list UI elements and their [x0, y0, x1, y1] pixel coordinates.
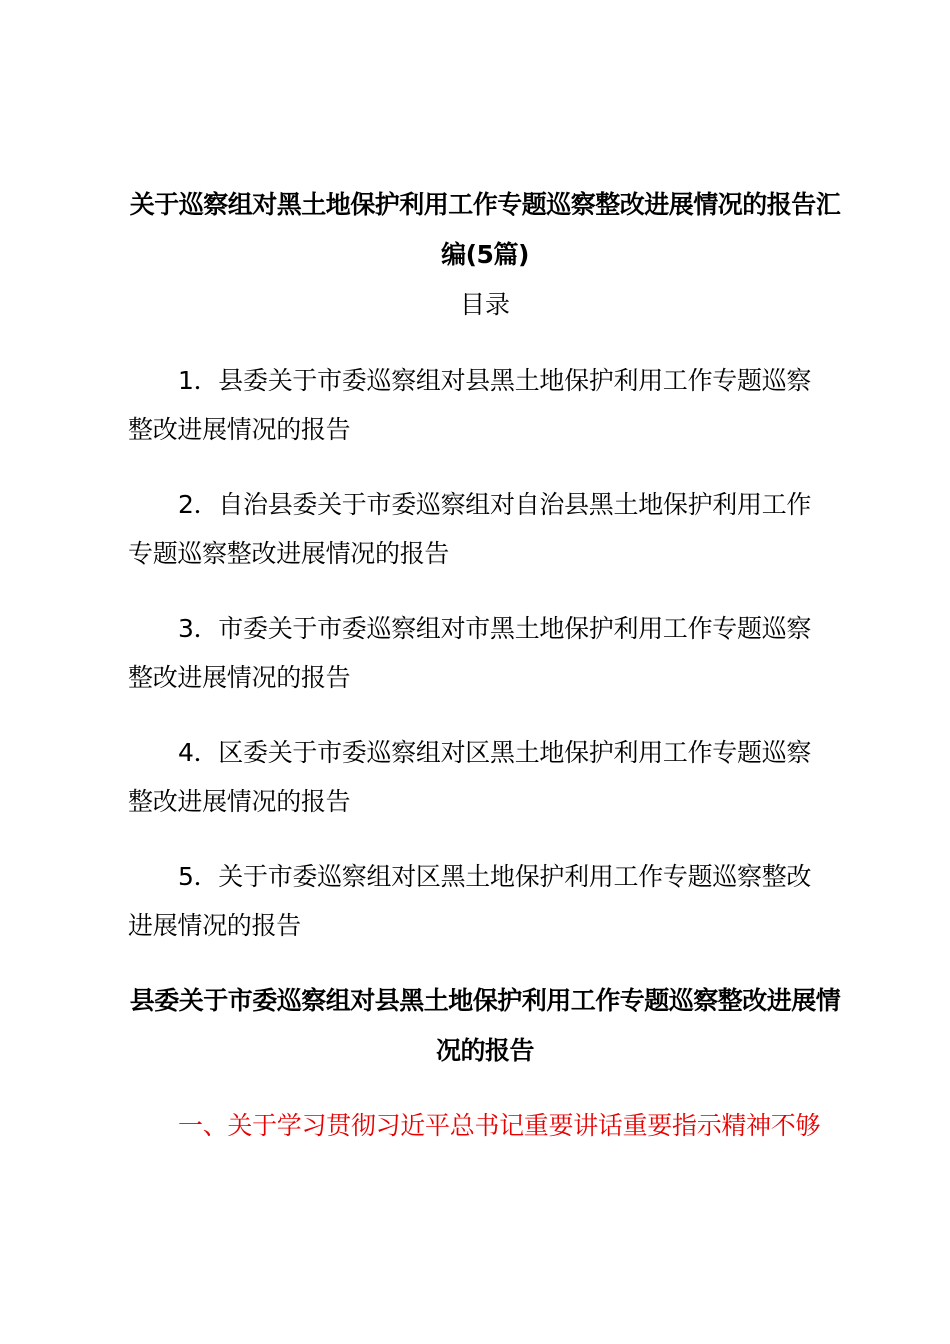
toc-item-3: 3．市委关于市委巡察组对市黑土地保护利用工作专题巡察整改进展情况的报告	[128, 614, 812, 692]
red-section-heading: 一、关于学习贯彻习近平总书记重要讲话重要指示精神不够	[178, 1111, 821, 1140]
toc-item-5: 5．关于市委巡察组对区黑土地保护利用工作专题巡察整改进展情况的报告	[128, 862, 812, 940]
toc-item-2: 2．自治县委关于市委巡察组对自治县黑土地保护利用工作专题巡察整改进展情况的报告	[128, 490, 812, 568]
document-title: 关于巡察组对黑土地保护利用工作专题巡察整改进展情况的报告汇编(5篇)	[129, 190, 841, 269]
toc-item-1: 1．县委关于市委巡察组对县黑土地保护利用工作专题巡察整改进展情况的报告	[128, 366, 812, 444]
section-title: 县委关于市委巡察组对县黑土地保护利用工作专题巡察整改进展情况的报告	[129, 986, 841, 1065]
toc-item-4: 4．区委关于市委巡察组对区黑土地保护利用工作专题巡察整改进展情况的报告	[128, 738, 812, 816]
toc-heading: 目录	[459, 290, 510, 319]
